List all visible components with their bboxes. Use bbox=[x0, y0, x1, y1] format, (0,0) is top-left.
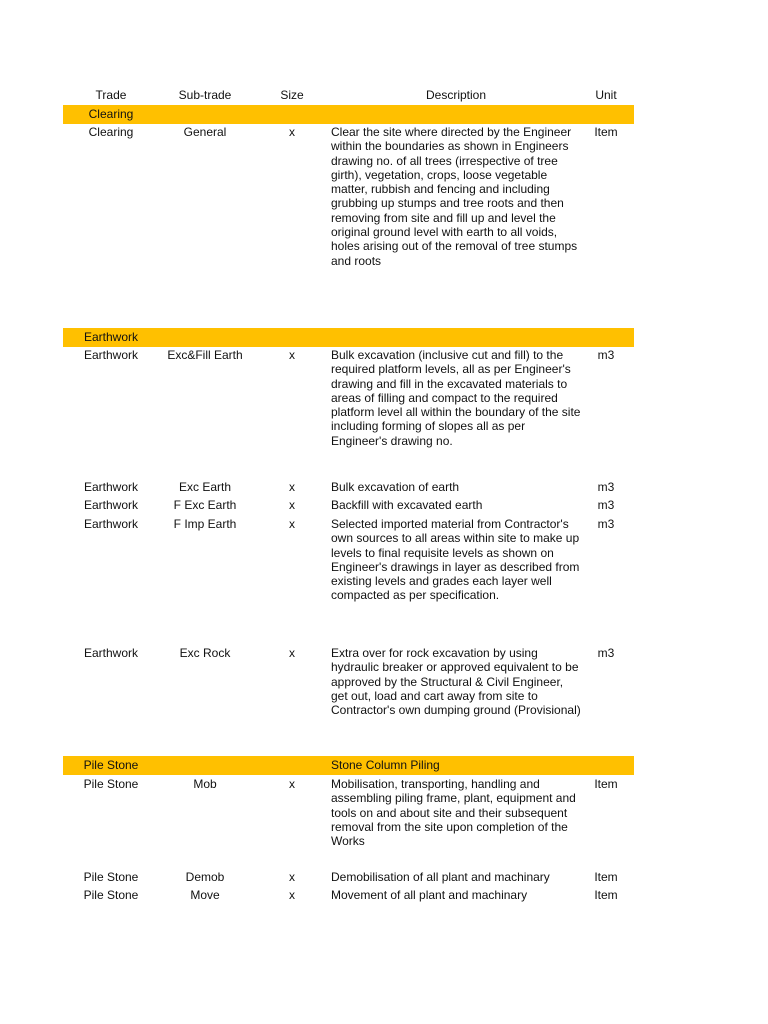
cell-unit: Item bbox=[594, 777, 618, 791]
cell-description: Movement of all plant and machinary bbox=[331, 888, 528, 902]
table-row bbox=[63, 478, 634, 497]
table-row bbox=[63, 886, 634, 905]
cell-unit: m3 bbox=[597, 498, 615, 512]
cell-trade: Pile Stone bbox=[83, 870, 139, 884]
cell-size: x bbox=[289, 777, 295, 791]
cell-size: x bbox=[289, 125, 295, 139]
cell-sub-trade: Exc&Fill Earth bbox=[167, 348, 243, 362]
cell-sub-trade: Move bbox=[190, 888, 220, 902]
section-band-clearing bbox=[63, 105, 634, 124]
cell-size: x bbox=[289, 646, 295, 660]
cell-trade: Earthwork bbox=[83, 480, 139, 494]
cell-trade: Pile Stone bbox=[83, 888, 139, 902]
cell-unit: Item bbox=[594, 870, 618, 884]
cell-trade: Earthwork bbox=[83, 517, 139, 531]
cell-trade: Earthwork bbox=[83, 348, 139, 362]
header-size: Size bbox=[280, 88, 304, 102]
band-trade: Clearing bbox=[88, 107, 134, 121]
cell-unit: Item bbox=[594, 125, 618, 139]
cell-sub-trade: F Exc Earth bbox=[173, 498, 237, 512]
header-description: Description bbox=[425, 88, 487, 102]
cell-description: Selected imported material from Contractor's own sources to all areas within site to make up levels to final requisite levels as shown on Engineer's drawings in layer as described from existing levels and grades each layer well compacted as per specification. bbox=[331, 517, 580, 603]
cell-sub-trade: F Imp Earth bbox=[173, 517, 237, 531]
band-description: Stone Column Piling bbox=[331, 758, 440, 772]
section-band-pile-stone bbox=[63, 756, 634, 775]
cell-sub-trade: General bbox=[183, 125, 227, 139]
cell-trade: Earthwork bbox=[83, 498, 139, 512]
cell-description: Bulk excavation (inclusive cut and fill) to the required platform levels, all as per Engineer's drawing and fill in the excavated materials to areas of filling and compact to the required platform level all within the boundary of the site including forming of slopes all as per Engineer's drawing no. bbox=[331, 348, 581, 448]
band-description bbox=[331, 328, 581, 330]
table-row bbox=[63, 775, 634, 849]
cell-sub-trade: Demob bbox=[185, 870, 225, 884]
cell-size: x bbox=[289, 480, 295, 494]
header-sub-trade: Sub-trade bbox=[178, 88, 232, 102]
cell-unit: m3 bbox=[597, 517, 615, 531]
cell-description: Extra over for rock excavation by using hydraulic breaker or approved equivalent to be approved by the Structural & Civil Engineer, get out, load and cart away from site to Contractor's own dumping ground (Provisional) bbox=[331, 646, 581, 718]
cell-sub-trade: Mob bbox=[193, 777, 217, 791]
table-row bbox=[63, 515, 634, 603]
table-row bbox=[63, 123, 634, 268]
header-trade: Trade bbox=[95, 88, 127, 102]
cell-unit: Item bbox=[594, 888, 618, 902]
cell-sub-trade: Exc Earth bbox=[178, 480, 232, 494]
cell-description: Backfill with excavated earth bbox=[331, 498, 483, 512]
table-row bbox=[63, 496, 634, 515]
cell-size: x bbox=[289, 888, 295, 902]
cell-unit: m3 bbox=[597, 348, 615, 362]
cell-size: x bbox=[289, 498, 295, 512]
cell-unit: m3 bbox=[597, 646, 615, 660]
cell-trade: Clearing bbox=[88, 125, 134, 139]
table-row bbox=[63, 644, 634, 718]
cell-description: Demobilisation of all plant and machinary bbox=[331, 870, 550, 884]
cell-size: x bbox=[289, 348, 295, 362]
header-unit: Unit bbox=[595, 88, 617, 102]
band-trade: Pile Stone bbox=[83, 758, 139, 772]
cell-sub-trade: Exc Rock bbox=[179, 646, 231, 660]
table-row bbox=[63, 346, 634, 448]
cell-description: Bulk excavation of earth bbox=[331, 480, 460, 494]
cell-size: x bbox=[289, 870, 295, 884]
band-description bbox=[331, 105, 581, 107]
cell-trade: Pile Stone bbox=[83, 777, 139, 791]
section-band-earthwork bbox=[63, 328, 634, 347]
cell-description: Mobilisation, transporting, handling and assembling piling frame, plant, equipment and tools on and about site and their subsequent removal from the site upon completion of the Works bbox=[331, 777, 576, 849]
cell-size: x bbox=[289, 517, 295, 531]
table-row bbox=[63, 868, 634, 887]
cell-unit: m3 bbox=[597, 480, 615, 494]
band-trade: Earthwork bbox=[83, 330, 139, 344]
cell-description: Clear the site where directed by the Engineer within the boundaries as shown in Engineers drawing no. of all trees (irrespective of tree girth), vegetation, crops, loose vegetable matter, rubbish and fencing and including grubbing up stumps and tree roots and then removing from site and fill up and level the original ground level with earth to all voids, holes arising out of the removal of tree stumps and roots bbox=[331, 125, 578, 268]
header-row bbox=[63, 86, 634, 105]
cell-trade: Earthwork bbox=[83, 646, 139, 660]
